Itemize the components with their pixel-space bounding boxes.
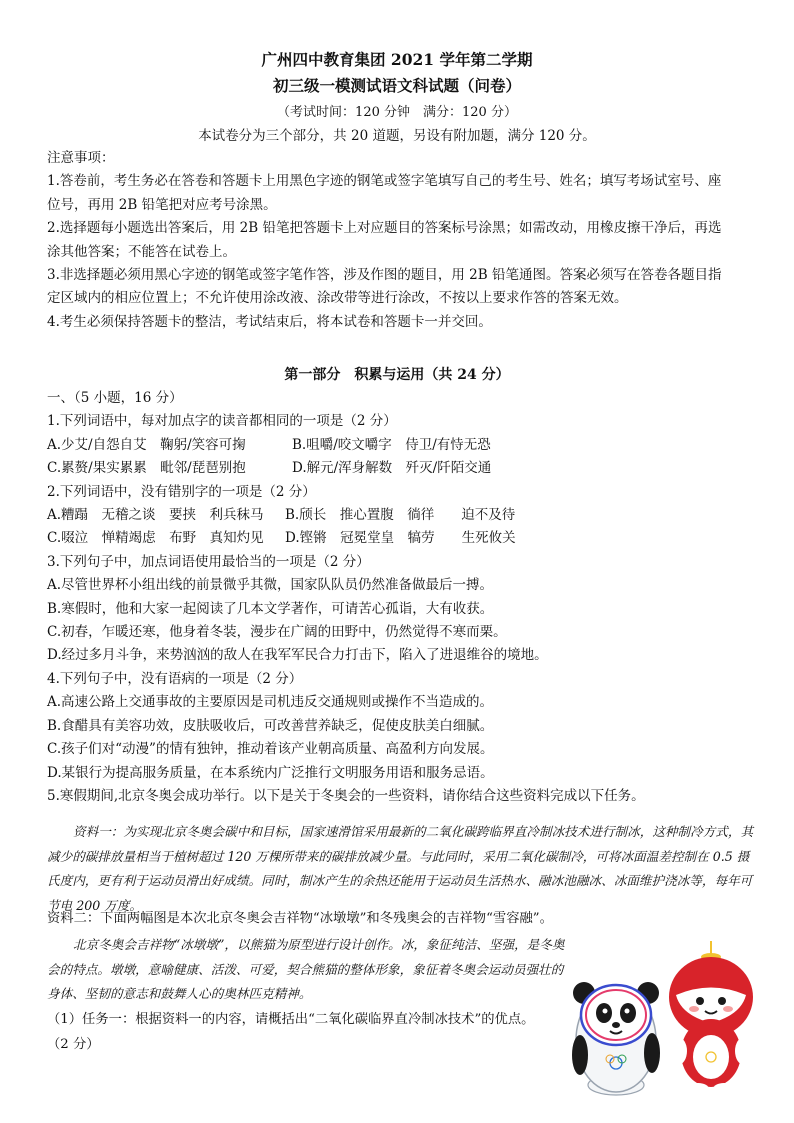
notice-line: 1.答卷前，考生务必在答卷和答题卡上用黑色字迹的钢笔或签字笔填写自己的考生号、姓名；填写考场试室号、座 [47, 173, 722, 190]
questions-section [47, 387, 753, 808]
part1-title: 第一部分 积累与运用（共 24 分） [284, 367, 510, 383]
exam-time-info: （考试时间：120 分钟 满分：120 分） [277, 105, 517, 120]
notice-heading: 注意事项： [47, 150, 115, 166]
question-2-options-cd [47, 527, 753, 550]
question-1-options-ab [47, 434, 753, 457]
option-a: A.高速公路上交通事故的主要原因是司机违反交通规则或操作不当造成的。 [47, 694, 494, 711]
option-a: A.少艾/自怨自艾 鞠躬/笑容可掬 [47, 436, 246, 453]
shuey-rhon-rhon-mascot [669, 941, 753, 1095]
option-d: D.铿锵 冠冕堂皇 犒劳 生死攸关 [285, 530, 516, 547]
option-a: A.糟蹋 无稽之谈 要挟 利兵秣马 [47, 507, 264, 524]
question-1-options-cd [47, 457, 753, 480]
material-1-text: 资料一：为实现北京冬奥会碳中和目标，国家速滑馆采用最新的二氧化碳跨临界直冷制冰技术进行制冰，这种制冷方式，其减少的碳排放量相当于植树超过 120 万棵所带来的碳排放减少量。与此同时，采用二氧化碳制冷，可将冰面温差控制在 0.5 摄氏度内，更有利于运动员滑出好成绩。同时，制冰产生的余热还能用于运动员生活热水、融冰池融冰、冰面维护浇冰等，每年可节电 200 万度。 [47, 824, 754, 913]
question-5-stem: 5.寒假期间,北京冬奥会成功举行。以下是关于冬奥会的一些资料，请你结合这些资料完成以下任务。 [47, 787, 645, 804]
question-1-stem: 1.下列词语中，每对加点字的读音都相同的一项是（2 分） [47, 413, 397, 430]
bing-dwen-dwen-mascot [572, 982, 660, 1095]
option-c: C.初春，乍暖还寒，他身着冬装，漫步在广阔的田野中，仍然觉得不寒而栗。 [47, 624, 507, 641]
option-a: A.尽管世界杯小组出线的前景微乎其微，国家队队员仍然准备做最后一搏。 [47, 577, 494, 594]
notice-line: 2.选择题每小题选出答案后，用 2B 铅笔把答题卡上对应题目的答案标号涂黑；如需改动，用橡皮擦干净后，再选 [47, 220, 722, 237]
option-c: C.累赘/果实累累 毗邻/琵琶别抱 [47, 460, 246, 477]
option-b: B.食醋具有美容功效，皮肤吸收后，可改善营养缺乏，促使皮肤美白细腻。 [47, 717, 494, 734]
notice-line: 3.非选择题必须用黑心字迹的钢笔或签字笔作答，涉及作图的题目，用 2B 铅笔通图。答案必须写在答卷各题目指 [47, 267, 722, 284]
mascots-illustration [566, 935, 766, 1105]
notice-line: 涂其他答案；不能答在试卷上。 [47, 243, 236, 260]
option-c: C.啜泣 惮精竭虑 布野 真知灼见 [47, 530, 264, 547]
material-2-heading: 资料二：下面两幅图是本次北京冬奥会吉祥物“冰墩墩”和冬残奥会的吉祥物“雪容融”。 [47, 911, 553, 926]
task-1-prompt: （1）任务一：根据资料一的内容，请概括出“二氧化碳临界直冷制冰技术”的优点。（2 分） [47, 1012, 535, 1052]
option-d: D.某银行为提高服务质量，在本系统内广泛推行文明服务用语和服务忌语。 [47, 764, 494, 781]
question-4-stem: 4.下列句子中，没有语病的一项是（2 分） [47, 670, 303, 687]
option-b: B.寒假时，他和大家一起阅读了几本文学著作，可请苦心孤诣，大有收获。 [47, 600, 494, 617]
option-c: C.孩子们对“动漫”的情有独钟，推动着该产业朝高质量、高盈利方向发展。 [47, 741, 494, 758]
option-d: D.经过多月斗争，来势汹汹的敌人在我军军民合力打击下，陷入了进退维谷的境地。 [47, 647, 548, 664]
question-2-stem: 2.下列词语中，没有错别字的一项是（2 分） [47, 483, 316, 500]
exam-structure-info: 本试卷分为三个部分，共 20 道题，另设有附加题，满分 120 分。 [198, 128, 596, 144]
exam-title-line1: 广州四中教育集团 2021 学年第二学期 [261, 50, 533, 69]
section-heading: 一、（5 小题，16 分） [47, 390, 183, 406]
question-3-stem: 3.下列句子中，加点词语使用最恰当的一项是（2 分） [47, 553, 370, 570]
material-2-text: 北京冬奥会吉祥物“冰墩墩”，以熊猫为原型进行设计创作。冰，象征纯洁、坚强，是冬奥会的特点。墩墩，意喻健康、活泼、可爱，契合熊猫的整体形象，象征着冬奥会运动员强壮的身体、坚韧的意志和鼓舞人心的奥林匹克精神。 [47, 937, 565, 1001]
option-b: B.颀长 推心置腹 徜徉 迫不及待 [285, 507, 516, 524]
notice-line: 4.考生必须保持答题卡的整洁，考试结束后，将本试卷和答题卡一并交回。 [47, 313, 492, 330]
question-2-options-ab [47, 504, 753, 527]
exam-title-line2: 初三级一模测试语文科试题（问卷） [272, 76, 521, 95]
notice-line: 位号，再用 2B 铅笔把对应考号涂黑。 [47, 196, 277, 213]
notice-line: 定区域内的相应位置上；不允许使用涂改液、涂改带等进行涂改，不按以上要求作答的答案无效。 [47, 290, 628, 307]
notice-section [47, 147, 753, 334]
option-b: B.咀嚼/咬文嚼字 侍卫/有恃无恐 [292, 436, 491, 453]
option-d: D.解元/浑身解数 歼灭/阡陌交通 [292, 460, 492, 477]
